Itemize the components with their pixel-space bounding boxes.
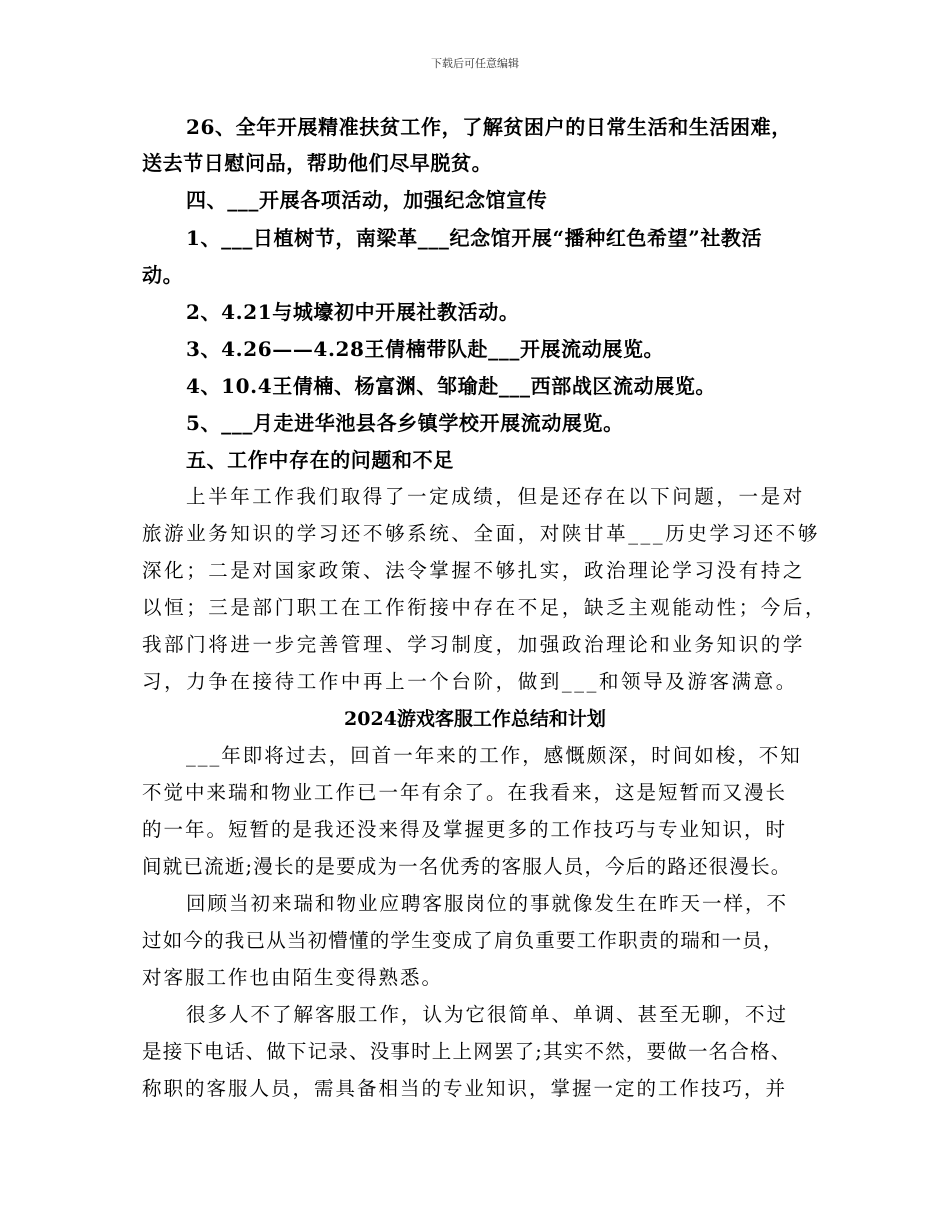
paragraph-line: 是接下电话、做下记录、没事时上上网罢了;其实不然，要做一名合格、 (142, 1040, 792, 1063)
paragraph-line: 过如今的我已从当初懵懂的学生变成了肩负重要工作职责的瑞和一员， (142, 929, 784, 952)
paragraph-line: ___年即将过去，回首一年来的工作，感慨颇深，时间如梭，不知 (186, 744, 802, 767)
section-heading: 四、___开展各项活动，加强纪念馆宣传 (186, 188, 548, 212)
paragraph-line: 深化；二是对国家政策、法令掌握不够扎实，政治理论学习没有持之 (142, 559, 806, 582)
paragraph-line: 以恒；三是部门职工在工作衔接中存在不足，缺乏主观能动性；今后， (142, 596, 828, 619)
paragraph-line: 26、全年开展精准扶贫工作，了解贫困户的日常生活和生活困难， (186, 115, 792, 139)
paragraph-line: 回顾当初来瑞和物业应聘客服岗位的事就像发生在昨天一样，不 (186, 892, 789, 915)
paragraph-line: 旅游业务知识的学习还不够系统、全面，对陕甘革___历史学习还不够 (142, 522, 820, 545)
list-item: 1、___日植树节，南梁革___纪念馆开展“播种红色希望”社教活 (186, 226, 763, 250)
list-item-continuation: 动。 (142, 263, 184, 287)
paragraph-line: 习，力争在接待工作中再上一个台阶，做到___和领导及游客满意。 (142, 670, 798, 693)
list-item: 4、10.4王倩楠、杨富渊、邹瑜赴___西部战区流动展览。 (186, 374, 717, 398)
paragraph-line: 送去节日慰问品，帮助他们尽早脱贫。 (142, 151, 493, 175)
paragraph-line: 上半年工作我们取得了一定成绩，但是还存在以下问题，一是对 (186, 485, 805, 508)
page-header: 下载后可任意编辑 (431, 57, 519, 70)
section-heading: 五、工作中存在的问题和不足 (186, 448, 454, 472)
paragraph-line: 我部门将进一步完善管理、学习制度，加强政治理论和业务知识的学 (142, 633, 806, 656)
paragraph-line: 称职的客服人员，需具备相当的专业知识，掌握一定的工作技巧，并 (142, 1077, 788, 1100)
paragraph-line: 对客服工作也由陌生变得熟悉。 (142, 966, 444, 989)
paragraph-line: 的一年。短暂的是我还没来得及掌握更多的工作技巧与专业知识，时 (142, 818, 788, 841)
paragraph-line: 间就已流逝;漫长的是要成为一名优秀的客服人员，今后的路还很漫长。 (142, 855, 792, 878)
document-title: 2024游戏客服工作总结和计划 (344, 708, 606, 730)
list-item: 3、4.26——4.28王倩楠带队赴___开展流动展览。 (186, 337, 665, 361)
paragraph-line: 不觉中来瑞和物业工作已一年有余了。在我看来，这是短暂而又漫长 (142, 781, 788, 804)
paragraph-line: 很多人不了解客服工作，认为它很简单、单调、甚至无聊，不过 (186, 1003, 789, 1026)
list-item: 5、___月走进华池县各乡镇学校开展流动展览。 (186, 411, 624, 435)
list-item: 2、4.21与城壕初中开展社教活动。 (186, 300, 520, 324)
